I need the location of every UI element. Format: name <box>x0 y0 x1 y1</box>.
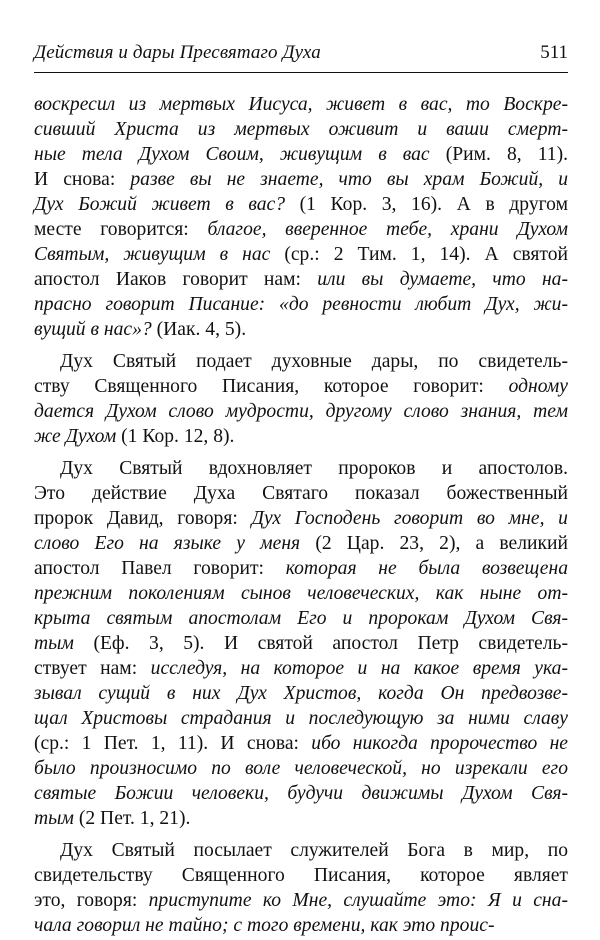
italic-quote-run: святые Божии человеки, будучи движимы Духом Свя- <box>34 783 568 804</box>
text-line <box>34 806 568 831</box>
text-run: Дух Святый посылает служителей Бога в мир, по <box>60 840 568 861</box>
text-run: пророк Давид, говоря: <box>34 508 252 529</box>
italic-quote-run: слово Его на языке у меня <box>34 533 301 554</box>
text-run: И снова: <box>34 169 131 190</box>
text-line <box>34 781 568 806</box>
italic-quote-run: чала говорил не тайно; с того времени, как это проис- <box>34 915 495 936</box>
italic-quote-run: щал Христовы страдания и последующую за ними славу <box>34 708 568 729</box>
italic-quote-run: тым <box>34 633 74 654</box>
text-run: ству Священного Писания, которое говорит: <box>34 376 509 397</box>
text-run: Дух Святый подает духовные дары, по свидетель- <box>60 351 568 372</box>
text-line <box>34 681 568 706</box>
text-run: (ср.: 2 Тим. 1, 14). А святой <box>270 244 568 265</box>
italic-quote-run: крыта святым апостолам Его и пророкам Духом Свя- <box>34 608 568 629</box>
paragraph-gap <box>34 449 568 456</box>
text-line <box>34 267 568 292</box>
text-line <box>34 424 568 449</box>
text-line <box>34 606 568 631</box>
text-line <box>34 349 568 374</box>
text-run: свидетельству Священного Писания, которое являет <box>34 865 568 886</box>
italic-quote-run: ибо никогда пророчество не <box>311 733 568 754</box>
text-run: ствует нам: <box>34 658 151 679</box>
italic-quote-run: которая не была возвещена <box>285 558 569 579</box>
paragraph <box>34 456 568 831</box>
italic-quote-run: прасно говорит Писание: «до ревности любит Дух, жи- <box>34 294 568 315</box>
page-number: 511 <box>540 42 568 63</box>
italic-quote-run: разве вы не знаете, что вы храм Божий, и <box>130 169 568 190</box>
italic-quote-run: дается Духом слово мудрости, другому слово знания, тем <box>34 401 568 422</box>
text-run: апостол Павел говорит: <box>34 558 286 579</box>
text-line <box>34 731 568 756</box>
italic-quote-run: одному <box>508 376 568 397</box>
text-run: (1 Кор. 3, 16). А в другом <box>285 194 568 215</box>
text-line <box>34 506 568 531</box>
text-line <box>34 374 568 399</box>
text-line <box>34 888 568 913</box>
text-line <box>34 838 568 863</box>
text-run: Дух Святый вдохновляет пророков и апостолов. <box>60 458 568 479</box>
italic-quote-run: воскресил из мертвых Иисуса, живет в вас, то Воскре- <box>34 94 568 115</box>
text-run: (Иак. 4, 5). <box>151 319 247 340</box>
page-header <box>34 38 568 73</box>
running-title: Действия и дары Пресвятаго Духа <box>34 42 321 63</box>
text-line <box>34 242 568 267</box>
paragraph-gap <box>34 831 568 838</box>
text-run: Это действие Духа Святаго показал божественный <box>34 483 568 504</box>
text-run: (2 Пет. 1, 21). <box>73 808 191 829</box>
paragraph <box>34 349 568 449</box>
text-line <box>34 706 568 731</box>
text-run: (ср.: 1 Пет. 1, 11). И снова: <box>34 733 312 754</box>
italic-quote-run: было произносимо по воле человеческой, но изрекали его <box>34 758 568 779</box>
paragraph <box>34 838 568 938</box>
text-line <box>34 556 568 581</box>
text-line <box>34 167 568 192</box>
italic-quote-run: Дух Божий живет в вас? <box>34 194 286 215</box>
text-line <box>34 399 568 424</box>
text-line <box>34 92 568 117</box>
text-run: (Еф. 3, 5). И святой апостол Петр свидетель- <box>73 633 568 654</box>
text-line <box>34 192 568 217</box>
text-line <box>34 531 568 556</box>
text-line <box>34 656 568 681</box>
text-line <box>34 456 568 481</box>
text-line <box>34 756 568 781</box>
text-line <box>34 117 568 142</box>
text-line <box>34 292 568 317</box>
text-run: (2 Цар. 23, 2), а великий <box>300 533 568 554</box>
text-line <box>34 581 568 606</box>
italic-quote-run: тым <box>34 808 74 829</box>
text-line <box>34 217 568 242</box>
italic-quote-run: зывал сущий в них Дух Христов, когда Он предвозве- <box>34 683 568 704</box>
text-line <box>34 863 568 888</box>
italic-quote-run: же Духом <box>34 426 117 447</box>
text-line <box>34 481 568 506</box>
paragraph <box>34 92 568 342</box>
italic-quote-run: ные тела Духом Своим, живущим в вас <box>34 144 430 165</box>
text-run: (1 Кор. 12, 8). <box>116 426 235 447</box>
text-line <box>34 317 568 342</box>
text-run: месте говорится: <box>34 219 208 240</box>
text-run: (Рим. 8, 11). <box>429 144 569 165</box>
italic-quote-run: исследуя, на которое и на какое время ука- <box>150 658 568 679</box>
text-run: апостол Иаков говорит нам: <box>34 269 318 290</box>
italic-quote-run: или вы думаете, что на- <box>317 269 568 290</box>
italic-quote-run: Дух Господень говорит во мне, и <box>251 508 568 529</box>
italic-quote-run: вущий в нас»? <box>34 319 152 340</box>
italic-quote-run: сивший Христа из мертвых оживит и ваши смерт- <box>34 119 568 140</box>
text-line <box>34 913 568 938</box>
paragraph-gap <box>34 342 568 349</box>
italic-quote-run: приступите ко Мне, слушайте это: Я и сна- <box>148 890 568 911</box>
italic-quote-run: Святым, живущим в нас <box>34 244 271 265</box>
italic-quote-run: благое, вверенное тебе, храни Духом <box>207 219 568 240</box>
body-text <box>34 92 568 938</box>
text-run: это, говоря: <box>34 890 149 911</box>
text-line <box>34 142 568 167</box>
italic-quote-run: прежним поколениям сынов человеческих, как ныне от- <box>34 583 568 604</box>
text-line <box>34 631 568 656</box>
